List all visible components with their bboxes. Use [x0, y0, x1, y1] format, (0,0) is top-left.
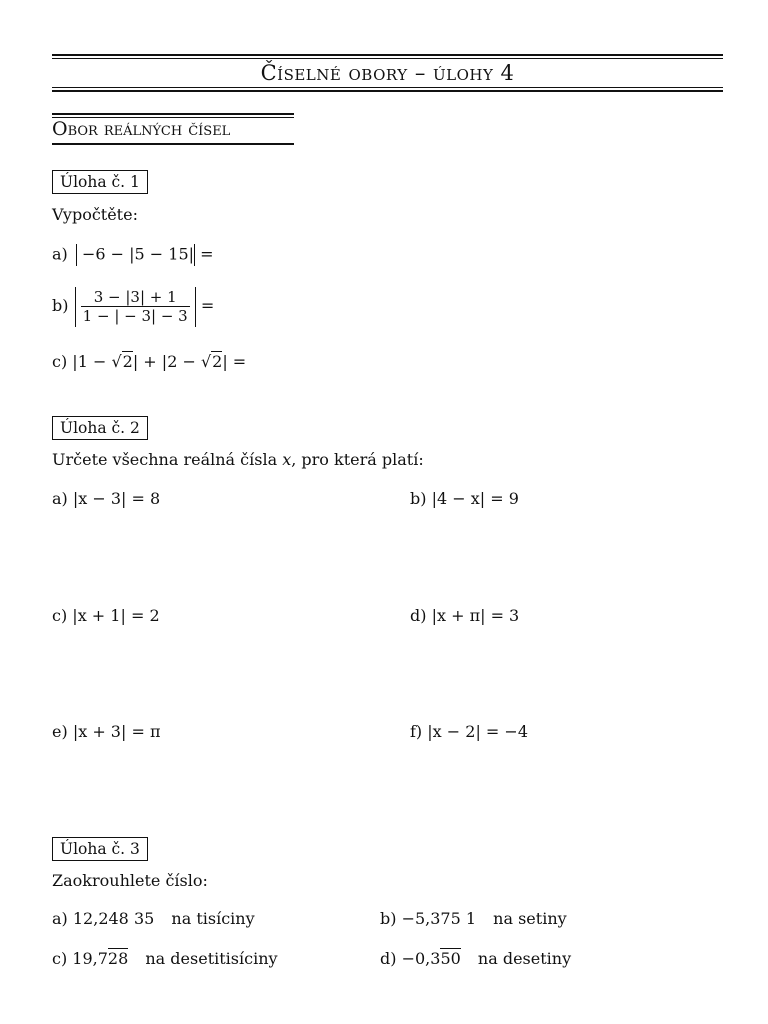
item-text: na desetitisíciny [145, 949, 278, 968]
item-number: −0,3 [401, 949, 441, 968]
title-rule-top-1 [52, 54, 723, 56]
item-label: a) [52, 489, 68, 508]
task1-c-part2: | + |2 − √ [132, 352, 212, 371]
item-number: −5,375 1 [401, 909, 477, 928]
item-number-repeating: 28 [107, 949, 129, 968]
section-rule-bottom [52, 143, 294, 145]
task2-item-a [52, 489, 160, 509]
task1-b-eq: = [200, 296, 215, 315]
task2-item-d [410, 606, 519, 626]
task1-c-part1: |1 − √ [72, 352, 122, 371]
task1-b-numerator: 3 − |3| + 1 [81, 288, 190, 307]
abs-bar-left [76, 244, 77, 266]
abs-bar-right [195, 287, 196, 327]
task1-b-label: b) [52, 296, 69, 315]
item-number: 12,248 35 [72, 909, 155, 928]
task3-label: Úloha č. 3 [52, 837, 148, 861]
task1-c-radicand1: 2 [122, 352, 133, 371]
item-number-repeating: 50 [440, 949, 461, 968]
item-text: na desetiny [477, 949, 572, 968]
task3-item-b [380, 909, 567, 929]
task2-instruction-var: x [282, 450, 292, 469]
abs-bar-right [194, 244, 195, 266]
title-rule-bottom-1 [52, 87, 723, 88]
task1-a-expr: −6 − |5 − 15| [81, 244, 195, 264]
item-text: na tisíciny [171, 909, 255, 928]
item-label: b) [380, 909, 397, 928]
task1-label: Úloha č. 1 [52, 170, 148, 194]
item-label: f) [410, 722, 423, 741]
task1-item-c [52, 352, 246, 372]
item-text: na setiny [493, 909, 567, 928]
item-expr: |x + π| = 3 [431, 606, 520, 625]
task2-instruction-pre: Určete všechna reálná čísla [52, 450, 283, 469]
item-label: a) [52, 909, 68, 928]
task1-c-label: c) [52, 352, 68, 371]
section-heading: Obor reálných čísel [52, 118, 231, 140]
abs-bar-left [75, 287, 76, 327]
item-label: b) [410, 489, 427, 508]
item-number: 19,7 [72, 949, 108, 968]
task2-item-f [410, 722, 528, 742]
item-label: d) [380, 949, 397, 968]
title-rule-top-2 [52, 58, 723, 59]
section-rule-top-1 [52, 113, 294, 115]
task1-a-eq: = [200, 244, 214, 264]
task1-c-part3: | = [222, 352, 247, 371]
task3-item-d [380, 949, 571, 969]
task2-item-c [52, 606, 160, 626]
task3-item-a [52, 909, 255, 929]
task1-item-a [52, 244, 214, 266]
item-label: c) [52, 949, 68, 968]
task2-label: Úloha č. 2 [52, 416, 148, 440]
task2-instruction-post: , pro která platí: [291, 450, 424, 469]
item-label: d) [410, 606, 427, 625]
title-rule-bottom-2 [52, 90, 723, 92]
task1-a-label: a) [52, 244, 68, 264]
task1-b-denominator: 1 − | − 3| − 3 [82, 307, 188, 325]
item-label: c) [52, 606, 68, 625]
item-label: e) [52, 722, 68, 741]
item-expr: |x − 2| = −4 [427, 722, 528, 741]
task2-instruction [52, 450, 424, 470]
item-expr: |x − 3| = 8 [72, 489, 161, 508]
task3-item-c [52, 949, 278, 969]
task2-item-b [410, 489, 519, 509]
item-expr: |x + 3| = π [72, 722, 161, 741]
task1-b-fraction [81, 288, 190, 325]
task1-item-b [52, 286, 214, 327]
task3-instruction: Zaokrouhlete číslo: [52, 871, 208, 890]
item-expr: |x + 1| = 2 [72, 606, 160, 625]
page-title: Číselné obory – úlohy 4 [260, 61, 515, 85]
task1-c-radicand2: 2 [212, 352, 223, 371]
item-expr: |4 − x| = 9 [431, 489, 519, 508]
task1-instruction: Vypočtěte: [52, 205, 138, 224]
task2-item-e [52, 722, 160, 742]
